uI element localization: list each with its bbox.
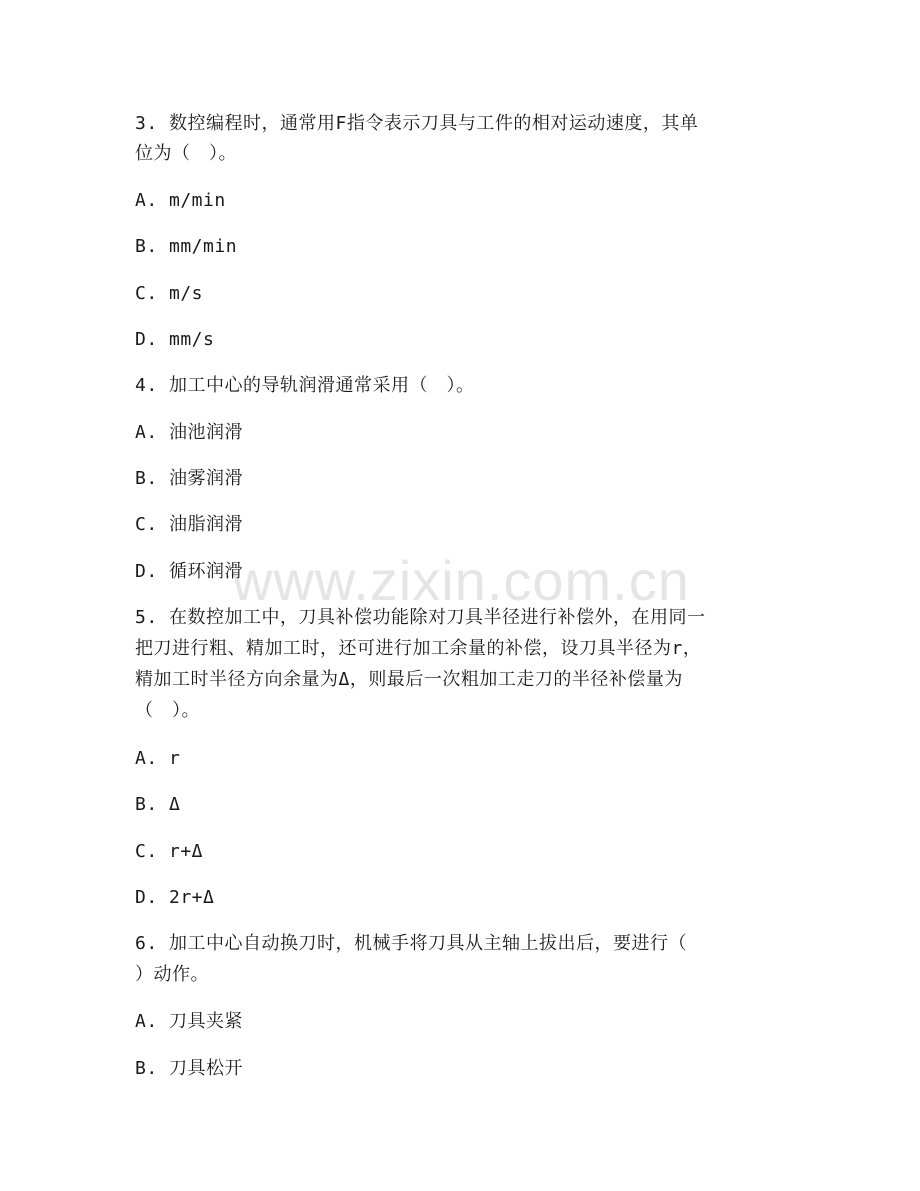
question-3-option-a: A. m/min: [135, 190, 226, 211]
question-5-stem-line-3: 精加工时半径方向余量为Δ，则最后一次粗加工走刀的半径补偿量为: [135, 669, 683, 690]
question-5-option-c: C. r+Δ: [135, 841, 204, 862]
question-5-stem-line-1: 5. 在数控加工中，刀具补偿功能除对刀具半径进行补偿外，在用同一: [135, 607, 706, 628]
question-6-stem-line-1: 6. 加工中心自动换刀时，机械手将刀具从主轴上拔出后，要进行（: [135, 933, 688, 954]
question-6-option-b: B. 刀具松开: [135, 1058, 244, 1079]
question-3-stem-line-1: 3. 数控编程时，通常用F指令表示刀具与工件的相对运动速度，其单: [135, 113, 699, 134]
question-4-option-c: C. 油脂润滑: [135, 514, 244, 535]
question-3-option-c: C. m/s: [135, 283, 204, 304]
question-6-option-a: A. 刀具夹紧: [135, 1011, 244, 1032]
question-4-option-d: D. 循环润滑: [135, 561, 244, 582]
question-5-option-d: D. 2r+Δ: [135, 887, 215, 908]
watermark: www.zixin.com.cn: [232, 549, 690, 612]
question-5-stem-line-2: 把刀进行粗、精加工时，还可进行加工余量的补偿，设刀具半径为r，: [135, 638, 702, 659]
question-4-option-a: A. 油池润滑: [135, 422, 244, 443]
question-5-stem-line-4: （ ）。: [135, 700, 200, 721]
question-5-option-b: B. Δ: [135, 794, 181, 815]
question-4-stem-line-1: 4. 加工中心的导轨润滑通常采用（ ）。: [135, 375, 475, 396]
question-5-option-a: A. r: [135, 748, 181, 769]
question-6-stem-line-2: ）动作。: [135, 964, 209, 985]
question-3-stem-line-2: 位为（ ）。: [135, 143, 237, 164]
question-3-option-d: D. mm/s: [135, 329, 215, 350]
question-4-option-b: B. 油雾润滑: [135, 468, 244, 489]
question-3-option-b: B. mm/min: [135, 236, 238, 257]
